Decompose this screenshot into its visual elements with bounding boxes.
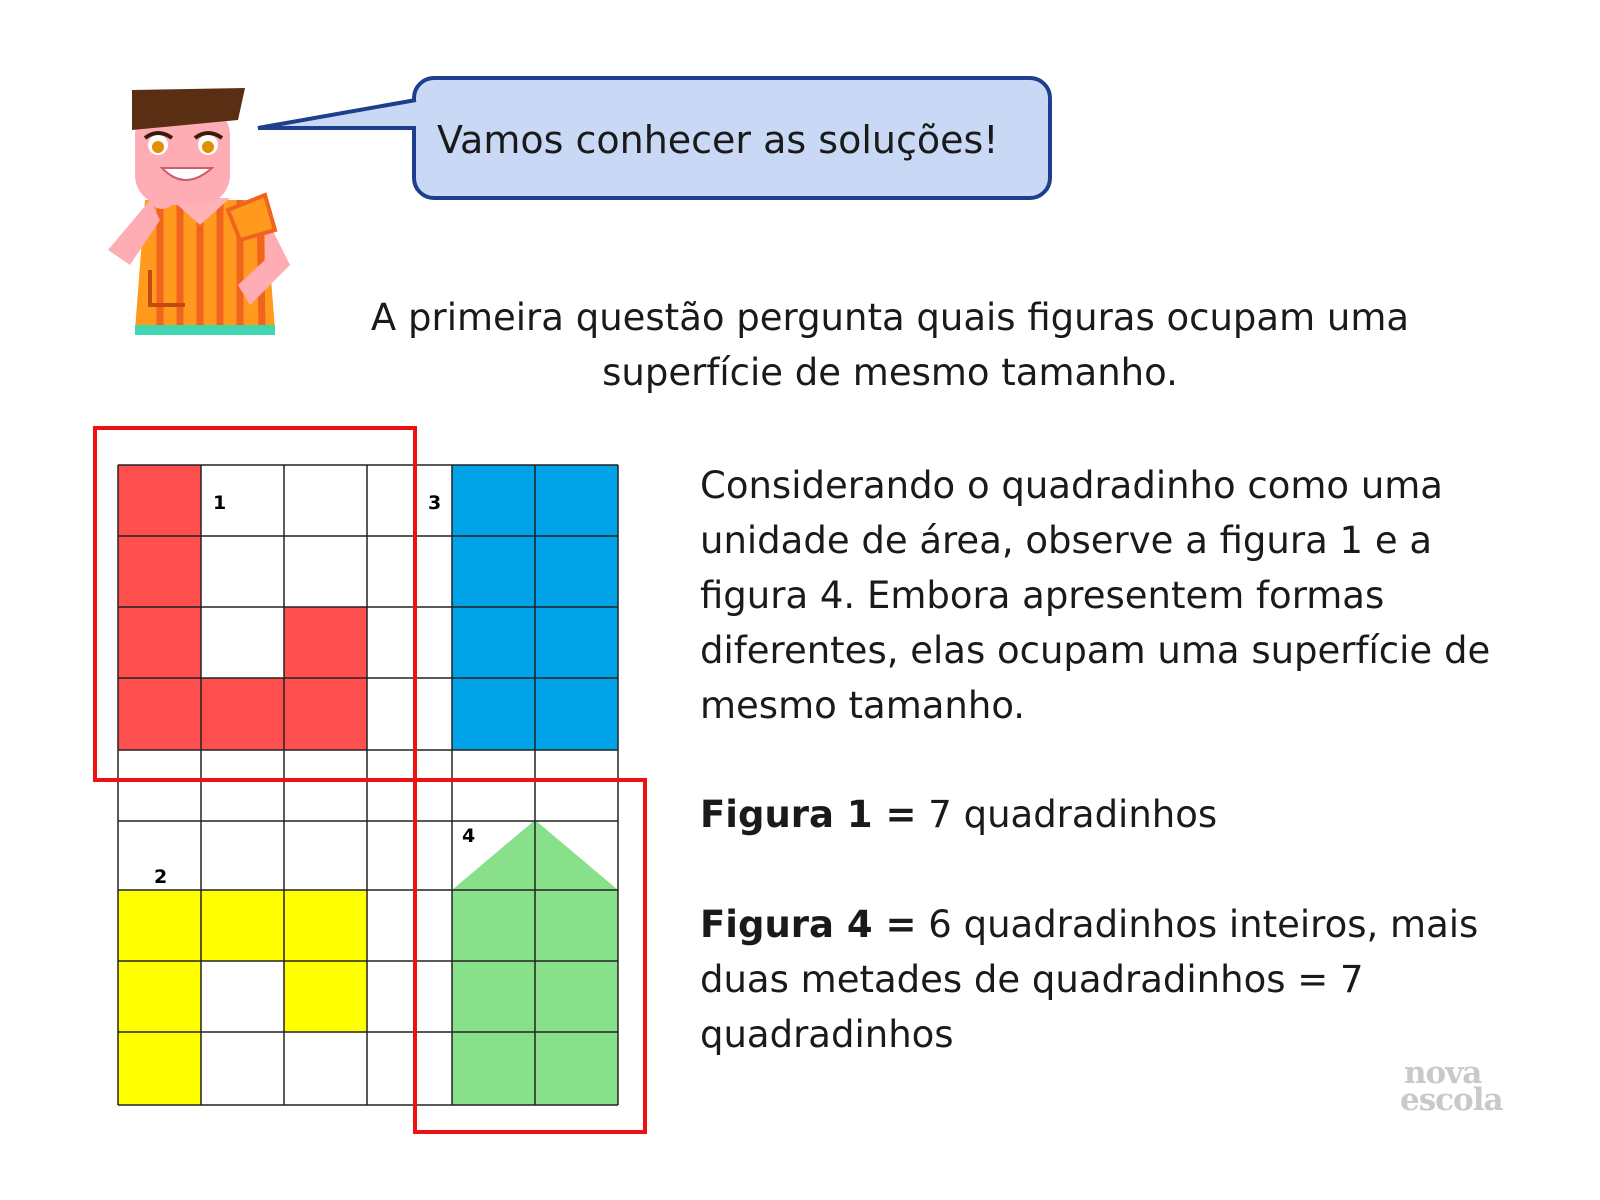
figure-1-cell bbox=[118, 678, 201, 750]
figure-4-cell bbox=[535, 890, 618, 961]
area-grid bbox=[0, 400, 660, 1150]
figure-number-2: 2 bbox=[154, 866, 168, 888]
figure-3-cell bbox=[535, 678, 618, 750]
figure-4-label: Figura 4 = bbox=[700, 903, 917, 946]
logo-line-1: nova bbox=[1404, 1055, 1482, 1091]
figure-3-cell bbox=[452, 536, 535, 607]
figure-2-cell bbox=[284, 890, 367, 961]
figure-4-value: 6 quadradinhos inteiros, mais duas metades de quadradinhos = 7 quadradinhos bbox=[700, 903, 1479, 1056]
figure-1-value: 7 quadradinhos bbox=[928, 793, 1218, 836]
figure-1-cell bbox=[284, 678, 367, 750]
explanation-text: Considerando o quadradinho como uma unidade de área, observe a figura 1 e a figura 4. Embora apresentem formas diferentes, elas ocupam uma superfície de mesmo tamanho. bbox=[700, 464, 1491, 727]
figure-1-cell bbox=[118, 465, 201, 536]
figure-4-cell bbox=[452, 890, 535, 961]
figure-1-cell bbox=[118, 536, 201, 607]
figure-number-4: 4 bbox=[462, 825, 476, 847]
figure-3-cell bbox=[452, 678, 535, 750]
speech-bubble-text: Vamos conhecer as soluções! bbox=[437, 118, 999, 162]
figure-3-cell bbox=[535, 607, 618, 678]
intro-text: A primeira questão pergunta quais figuras ocupam uma superfície de mesmo tamanho. bbox=[370, 296, 1410, 394]
figure-3-cell bbox=[535, 536, 618, 607]
figure-1-cell bbox=[201, 678, 284, 750]
figure-1-cell bbox=[284, 607, 367, 678]
figure-1-result bbox=[700, 787, 1217, 842]
figure-2-cell bbox=[118, 961, 201, 1032]
nova-escola-logo bbox=[1400, 1055, 1550, 1118]
figure-4-result bbox=[700, 897, 1500, 1062]
figure-2-cell bbox=[201, 890, 284, 961]
figure-2-cell bbox=[118, 1032, 201, 1105]
figure-number-1: 1 bbox=[213, 492, 227, 514]
figure-number-3: 3 bbox=[428, 492, 442, 514]
figure-3-cell bbox=[535, 465, 618, 536]
figure-1-label: Figura 1 = bbox=[700, 793, 917, 836]
figure-4-cell bbox=[452, 1032, 535, 1105]
filled-cells bbox=[118, 465, 618, 1105]
figure-4-cell bbox=[452, 961, 535, 1032]
figure-2-cell bbox=[118, 890, 201, 961]
logo-line-2: escola bbox=[1400, 1082, 1503, 1118]
figure-4-cell bbox=[535, 1032, 618, 1105]
figure-4-cell bbox=[535, 961, 618, 1032]
figure-2-cell bbox=[284, 961, 367, 1032]
figure-3-cell bbox=[452, 465, 535, 536]
figure-3-cell bbox=[452, 607, 535, 678]
figure-1-cell bbox=[118, 607, 201, 678]
